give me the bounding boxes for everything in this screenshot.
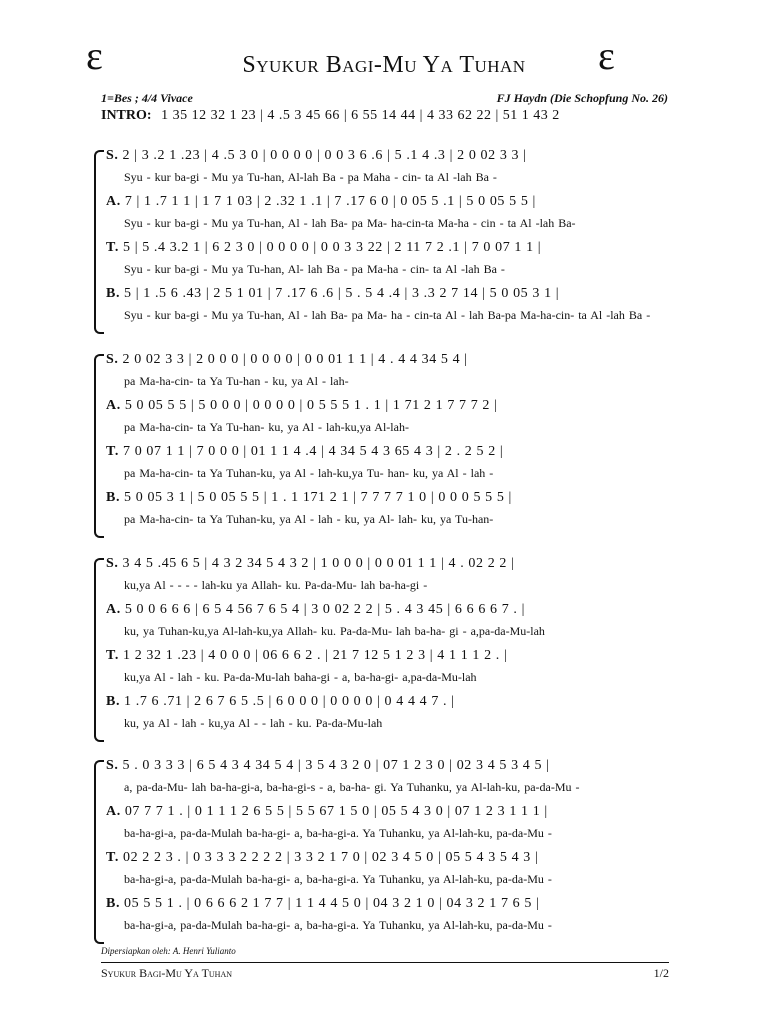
- notes-line: [106, 648, 674, 670]
- composer: FJ Haydn (Die Schopfung No. 26): [496, 91, 668, 105]
- notation: 05 5 5 1 . | 0 6 6 6 2 1 7 7 | 1 1 4 4 5 0 | 04 3 2 1 0 | 04 3 2 1 7 6 5 |: [124, 896, 540, 911]
- system-2: [94, 352, 674, 538]
- voice-label: B.: [106, 896, 121, 911]
- lyrics: ku,ya Al - lah - ku. Pa-da-Mu-lah baha-gi - a, ba-ha-gi- a,pa-da-Mu-lah: [124, 670, 477, 684]
- soprano-row: [106, 148, 674, 192]
- lyrics: Syu - kur ba-gi - Mu ya Tu-han, Al- lah Ba - pa Ma-ha - cin- ta Al -lah Ba -: [124, 262, 505, 276]
- system-brace: [94, 354, 104, 538]
- intro-notes: 1 35 12 32 1 23 | 4 .5 3 45 66 | 6 55 14 44 | 4 33 62 22 | 51 1 43 2: [161, 108, 560, 123]
- alto-row: [106, 804, 674, 848]
- lyrics: Syu - kur ba-gi - Mu ya Tu-han, Al-lah Ba - pa Maha - cin- ta Al -lah Ba -: [124, 170, 497, 184]
- notes-line: [106, 896, 674, 918]
- voice-label: T.: [106, 648, 119, 663]
- voice-label: B.: [106, 490, 121, 505]
- notes-line: [106, 194, 674, 216]
- voice-label: A.: [106, 602, 121, 617]
- voice-label: S.: [106, 352, 119, 367]
- lyrics: ku, ya Al - lah - ku,ya Al - - lah - ku. Pa-da-Mu-lah: [124, 716, 383, 730]
- page-number: 1/2: [653, 966, 669, 980]
- notes-line: [106, 398, 674, 420]
- notation: 07 7 7 1 . | 0 1 1 1 2 6 5 5 | 5 5 67 1 5 0 | 05 5 4 3 0 | 07 1 2 3 1 1 1 |: [124, 804, 548, 819]
- voice-label: T.: [106, 240, 119, 255]
- notation: 5 0 05 5 5 | 5 0 0 0 | 0 0 0 0 | 0 5 5 5 1 . 1 | 1 71 2 1 7 7 7 2 |: [124, 398, 498, 413]
- tenor-row: [106, 648, 674, 692]
- lyrics: ku,ya Al - - - - lah-ku ya Allah- ku. Pa-da-Mu- lah ba-ha-gi -: [124, 578, 428, 592]
- system-3: [94, 556, 674, 742]
- notes-line: [106, 556, 674, 578]
- logo-left: ɛ: [86, 33, 103, 78]
- logo-right: ɛ: [598, 33, 615, 78]
- system-4: [94, 758, 674, 944]
- notes-line: [106, 602, 674, 624]
- notation: 5 0 05 3 1 | 5 0 05 5 5 | 1 . 1 171 2 1 | 7 7 7 7 1 0 | 0 0 0 5 5 5 |: [124, 490, 512, 505]
- notation: 2 | 3 .2 1 .23 | 4 .5 3 0 | 0 0 0 0 | 0 0 3 6 .6 | 5 .1 4 .3 | 2 0 02 3 3 |: [122, 148, 527, 163]
- bass-row: [106, 896, 674, 940]
- alto-row: [106, 602, 674, 646]
- bass-row: [106, 490, 674, 534]
- voice-label: A.: [106, 398, 121, 413]
- song-title: Syukur Bagi-Mu Ya Tuhan: [242, 52, 526, 78]
- notes-line: [106, 758, 674, 780]
- voice-label: A.: [106, 194, 121, 209]
- footer-title: Syukur Bagi-Mu Ya Tuhan: [101, 966, 233, 980]
- footer-divider: [101, 962, 669, 963]
- notes-line: [106, 444, 674, 466]
- notes-line: [106, 352, 674, 374]
- system-brace: [94, 760, 104, 944]
- voice-label: B.: [106, 286, 121, 301]
- notation: 1 .7 6 .71 | 2 6 7 6 5 .5 | 6 0 0 0 | 0 0 0 0 | 0 4 4 4 7 . |: [124, 694, 455, 709]
- key-tempo: 1=Bes ; 4/4 Vivace: [101, 91, 193, 105]
- lyrics: a, pa-da-Mu- lah ba-ha-gi-a, ba-ha-gi-s - a, ba-ha- gi. Ya Tuhanku, ya Al-lah-ku, pa-da-Mu -: [124, 780, 580, 794]
- lyrics: Syu - kur ba-gi - Mu ya Tu-han, Al - lah Ba- pa Ma- ha-cin-ta Ma-ha - cin - ta Al -lah Ba-: [124, 216, 576, 230]
- voice-label: T.: [106, 850, 119, 865]
- soprano-row: [106, 758, 674, 802]
- notes-line: [106, 694, 674, 716]
- voice-label: B.: [106, 694, 121, 709]
- notation: 5 | 5 .4 3.2 1 | 6 2 3 0 | 0 0 0 0 | 0 0 3 3 22 | 2 11 7 2 .1 | 7 0 07 1 1 |: [123, 240, 542, 255]
- notes-line: [106, 240, 674, 262]
- notation: 5 . 0 3 3 3 | 6 5 4 3 4 34 5 4 | 3 5 4 3 2 0 | 07 1 2 3 0 | 02 3 4 5 3 4 5 |: [122, 758, 550, 773]
- notation: 1 2 32 1 .23 | 4 0 0 0 | 06 6 6 2 . | 21 7 12 5 1 2 3 | 4 1 1 1 2 . |: [123, 648, 508, 663]
- bass-row: [106, 694, 674, 738]
- notes-line: [106, 850, 674, 872]
- lyrics: ba-ha-gi-a, pa-da-Mulah ba-ha-gi- a, ba-ha-gi-a. Ya Tuhanku, ya Al-lah-ku, pa-da-Mu -: [124, 872, 552, 886]
- arranger-credit: Dipersiapkan oleh: A. Henri Yulianto: [101, 946, 236, 956]
- lyrics: pa Ma-ha-cin- ta Ya Tuhan-ku, ya Al - lah - ku, ya Al- lah- ku, ya Tu-han-: [124, 512, 494, 526]
- voice-label: S.: [106, 148, 119, 163]
- system-1: [94, 148, 674, 334]
- notes-line: [106, 804, 674, 826]
- system-brace: [94, 558, 104, 742]
- notation: 5 0 0 6 6 6 | 6 5 4 56 7 6 5 4 | 3 0 02 2 2 | 5 . 4 3 45 | 6 6 6 6 7 . |: [124, 602, 526, 617]
- system-brace: [94, 150, 104, 334]
- lyrics: pa Ma-ha-cin- ta Ya Tuhan-ku, ya Al - lah-ku,ya Tu- han- ku, ya Al - lah -: [124, 466, 494, 480]
- notation: 5 | 1 .5 6 .43 | 2 5 1 01 | 7 .17 6 .6 | 5 . 5 4 .4 | 3 .3 2 7 14 | 5 0 05 3 1 |: [124, 286, 560, 301]
- lyrics: ba-ha-gi-a, pa-da-Mulah ba-ha-gi- a, ba-ha-gi-a. Ya Tuhanku, ya Al-lah-ku, pa-da-Mu -: [124, 826, 552, 840]
- notes-line: [106, 148, 674, 170]
- intro-label: INTRO:: [101, 108, 152, 123]
- intro-line: [101, 108, 560, 124]
- alto-row: [106, 194, 674, 238]
- soprano-row: [106, 352, 674, 396]
- notation: 2 0 02 3 3 | 2 0 0 0 | 0 0 0 0 | 0 0 01 1 1 | 4 . 4 4 34 5 4 |: [122, 352, 468, 367]
- tenor-row: [106, 240, 674, 284]
- soprano-row: [106, 556, 674, 600]
- lyrics: ku, ya Tuhan-ku,ya Al-lah-ku,ya Allah- ku. Pa-da-Mu- lah ba-ha- gi - a,pa-da-Mu-lah: [124, 624, 545, 638]
- notation: 7 0 07 1 1 | 7 0 0 0 | 01 1 1 4 .4 | 4 34 5 4 3 65 4 3 | 2 . 2 5 2 |: [123, 444, 504, 459]
- notes-line: [106, 286, 674, 308]
- notation: 7 | 1 .7 1 1 | 1 7 1 03 | 2 .32 1 .1 | 7 .17 6 0 | 0 05 5 .1 | 5 0 05 5 5 |: [124, 194, 536, 209]
- lyrics: Syu - kur ba-gi - Mu ya Tu-han, Al - lah Ba- pa Ma- ha - cin-ta Al - lah Ba-pa Ma-ha-cin- ta Al -lah Ba -: [124, 308, 651, 322]
- alto-row: [106, 398, 674, 442]
- lyrics: ba-ha-gi-a, pa-da-Mulah ba-ha-gi- a, ba-ha-gi-a. Ya Tuhanku, ya Al-lah-ku, pa-da-Mu -: [124, 918, 552, 932]
- lyrics: pa Ma-ha-cin- ta Ya Tu-han - ku, ya Al - lah-: [124, 374, 349, 388]
- voice-label: S.: [106, 758, 119, 773]
- notes-line: [106, 490, 674, 512]
- bass-row: [106, 286, 674, 330]
- lyrics: pa Ma-ha-cin- ta Ya Tu-han- ku, ya Al - lah-ku,ya Al-lah-: [124, 420, 409, 434]
- tenor-row: [106, 850, 674, 894]
- voice-label: S.: [106, 556, 119, 571]
- voice-label: A.: [106, 804, 121, 819]
- notation: 3 4 5 .45 6 5 | 4 3 2 34 5 4 3 2 | 1 0 0 0 | 0 0 01 1 1 | 4 . 02 2 2 |: [122, 556, 515, 571]
- voice-label: T.: [106, 444, 119, 459]
- notation: 02 2 2 3 . | 0 3 3 3 2 2 2 2 | 3 3 2 1 7 0 | 02 3 4 5 0 | 05 5 4 3 5 4 3 |: [123, 850, 539, 865]
- tenor-row: [106, 444, 674, 488]
